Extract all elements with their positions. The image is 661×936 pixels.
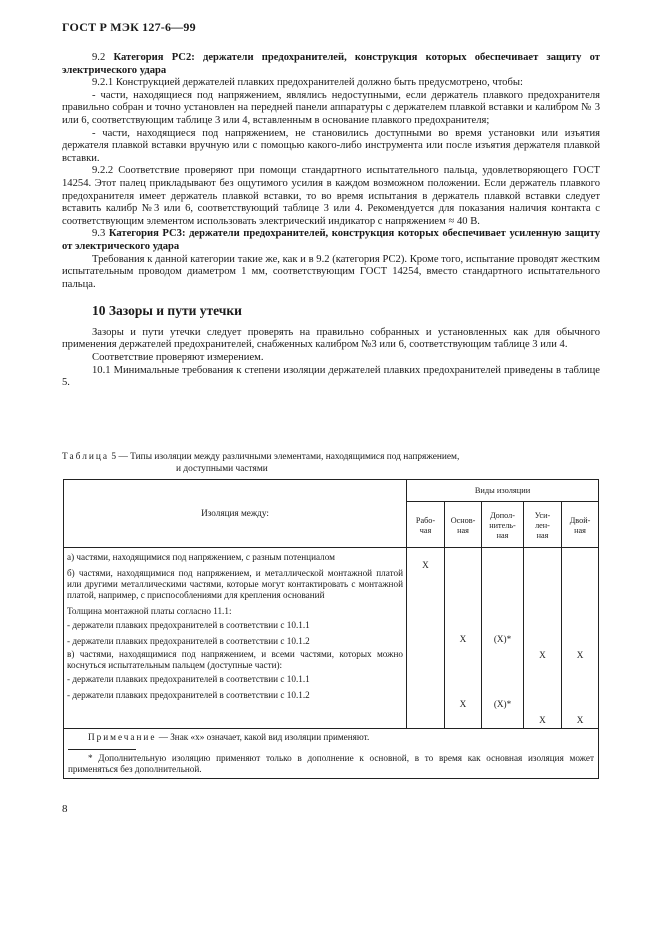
mark-b1-supplementary: (X)* bbox=[493, 634, 512, 644]
mark-b2-double: X bbox=[576, 650, 584, 660]
section-9-3-number: 9.3 bbox=[92, 228, 109, 240]
section-9-2 bbox=[62, 52, 600, 77]
mark-c2-double: X bbox=[576, 715, 584, 725]
body-text bbox=[62, 52, 600, 390]
header-insulation-types: Виды изоляции bbox=[407, 480, 599, 502]
table-row-b2: - держатели плавких предохранителей в соответствии с 10.1.2 bbox=[67, 636, 310, 646]
para-10-1: Зазоры и пути утечки следует проверять на правильно собранных и установленных как для обычного применения держателей предохранителей, снабженных калибром №3 или 6, соответствующим таблице 3 или 4. bbox=[62, 326, 600, 351]
mark-b2-reinforced: X bbox=[539, 650, 546, 660]
table-row-b: б) частями, находящимися под напряжением, и металлической монтажной платой или другими металлическими частями, которые могут контактировать с монтажной платой, например, с приспособлениями для крепления оснований bbox=[67, 568, 403, 600]
header-col-supplementary: Допол- нитель- ная bbox=[482, 502, 524, 548]
table-caption bbox=[62, 452, 600, 475]
header-col-working: Рабо- чая bbox=[407, 502, 445, 548]
table-caption-label: Таблица bbox=[62, 452, 110, 462]
mark-b1-basic: X bbox=[459, 634, 467, 644]
mark-c1-supplementary: (X)* bbox=[493, 699, 512, 709]
mark-c1-basic: X bbox=[459, 699, 467, 709]
table-row-a: а) частями, находящимися под напряжением, с разным потенциалом б) частями, находящимися под напряжением, и металлической монтажной платой или другими металлическими частями, которые могут контактировать с монтажной платой, например, с приспособлениями для крепления оснований Толщина монтажной платы согласно 11.1: - держатели плавких предохранителей в соответствии с 10.1.1 - держатели плавких предохранителей в соответствии с 10.1.2 в) частями, находящимися под напряжением, и всеми частями, которых можно коснуться испытательным пальцем (доступные части): - держатели плавких предохранителей в соответствии с 10.1.1 - держатели плавких предохранителей в соответствии с 10.1.2 bbox=[64, 548, 407, 729]
para-9-2-1-item2: - части, находящиеся под напряжением, не становились доступными во время установки или изъятия держателя плавкой вставки вручную или с помощью какого-либо инструмента или после изъятия держателя плавкой вставки. bbox=[62, 127, 600, 164]
footnote-divider bbox=[68, 749, 136, 750]
mark-a-working: X bbox=[422, 560, 429, 570]
section-9-2-number: 9.2 bbox=[92, 52, 114, 63]
table-note bbox=[64, 729, 599, 779]
col-working-marks bbox=[407, 548, 445, 729]
col-basic-marks bbox=[445, 548, 482, 729]
para-9-2-2: 9.2.2 Соответствие проверяют при помощи стандартного испытательного пальца, удовлетворяющего ГОСТ 14254. Этот палец прикладывают без ощутимого усилия в каждом возможном положении. Если держатель плавкого предохранителя имеет держатель плавкой вставки, то во время испытания в держатель плавкой вставки следует вставить калибр №3 или 6, соответствующий таблице 3 или 4. Рекомендуется для показания наличия контакта с соответствующим элементом использовать электрический индикатор с напряжением ≈ 40 В. bbox=[62, 165, 600, 227]
col-reinforced-marks bbox=[524, 548, 562, 729]
table-note-text: — Знак «х» означает, какой вид изоляции применяют. bbox=[156, 732, 370, 742]
mark-c2-reinforced: X bbox=[539, 715, 546, 725]
col-supplementary-marks bbox=[482, 548, 524, 729]
para-9-2-1-item1: - части, находящиеся под напряжением, являлись недоступными, если держатель плавкого предохранителя правильно собран и точно установлен на передней панели аппаратуры с держателем плавкой вставки и калибром № 3 или 6, соответствующим таблице 3 или 4, вставленным в основание плавкого предохранителя; bbox=[62, 89, 600, 126]
table-row-c: в) частями, находящимися под напряжением, и всеми частями, которых можно коснуться испытательным пальцем (доступные части): bbox=[67, 649, 403, 670]
header-insulation-between: Изоляция между: bbox=[64, 480, 407, 548]
header-col-reinforced: Уси- лен- ная bbox=[524, 502, 562, 548]
table-footnote: * Дополнительную изоляцию применяют только в дополнение к основной, в то время как основная изоляция может применяться без дополнительной. bbox=[68, 753, 595, 774]
table-row-c2: - держатели плавких предохранителей в соответствии с 10.1.2 bbox=[67, 690, 310, 700]
table-row-c1: - держатели плавких предохранителей в соответствии с 10.1.1 bbox=[67, 674, 310, 684]
section-9-2-title: Категория РС2: держатели предохранителей, конструкция которых обеспечивает защиту от электрического удара bbox=[62, 52, 601, 76]
table-note-label: Примечание bbox=[88, 732, 157, 742]
section-9-3 bbox=[62, 228, 600, 253]
table-row-b-subheading: Толщина монтажной платы согласно 11.1: bbox=[67, 606, 232, 616]
page-number: 8 bbox=[62, 803, 68, 815]
col-double-marks bbox=[562, 548, 599, 729]
insulation-table bbox=[63, 479, 599, 779]
table-row-b1: - держатели плавких предохранителей в соответствии с 10.1.1 bbox=[67, 620, 310, 630]
table-caption-line1: Таблица 5 — Типы изоляции между различными элементами, находящимися под напряжением, bbox=[62, 452, 460, 462]
section-9-3-title: Категория РС3: держатели предохранителей, конструкция которых обеспечивает усиленную защиту от электрического удара bbox=[62, 228, 600, 252]
para-9-3: Требования к данной категории такие же, как и в 9.2 (категория РС2). Кроме того, испытание проводят жестким испытательным проводом диаметром 1 мм, соответствующим ГОСТ 14254, вместо стандартного испытательного пальца. bbox=[62, 253, 600, 290]
para-9-2-1-intro: 9.2.1 Конструкцией держателей плавких предохранителей должно быть предусмотрено, чтобы: bbox=[92, 77, 523, 89]
header-col-basic: Основ- ная bbox=[445, 502, 482, 548]
table-caption-line2: и доступными частями bbox=[176, 463, 268, 474]
header-col-double: Двой- ная bbox=[562, 502, 599, 548]
document-header: ГОСТ Р МЭК 127-6—99 bbox=[62, 20, 196, 34]
para-10-2: Соответствие проверяют измерением. bbox=[92, 352, 264, 364]
para-10-1-requirements: 10.1 Минимальные требования к степени изоляции держателей плавких предохранителей приведены в таблице 5. bbox=[62, 364, 600, 389]
section-10-title: 10 Зазоры и пути утечки bbox=[92, 303, 242, 319]
